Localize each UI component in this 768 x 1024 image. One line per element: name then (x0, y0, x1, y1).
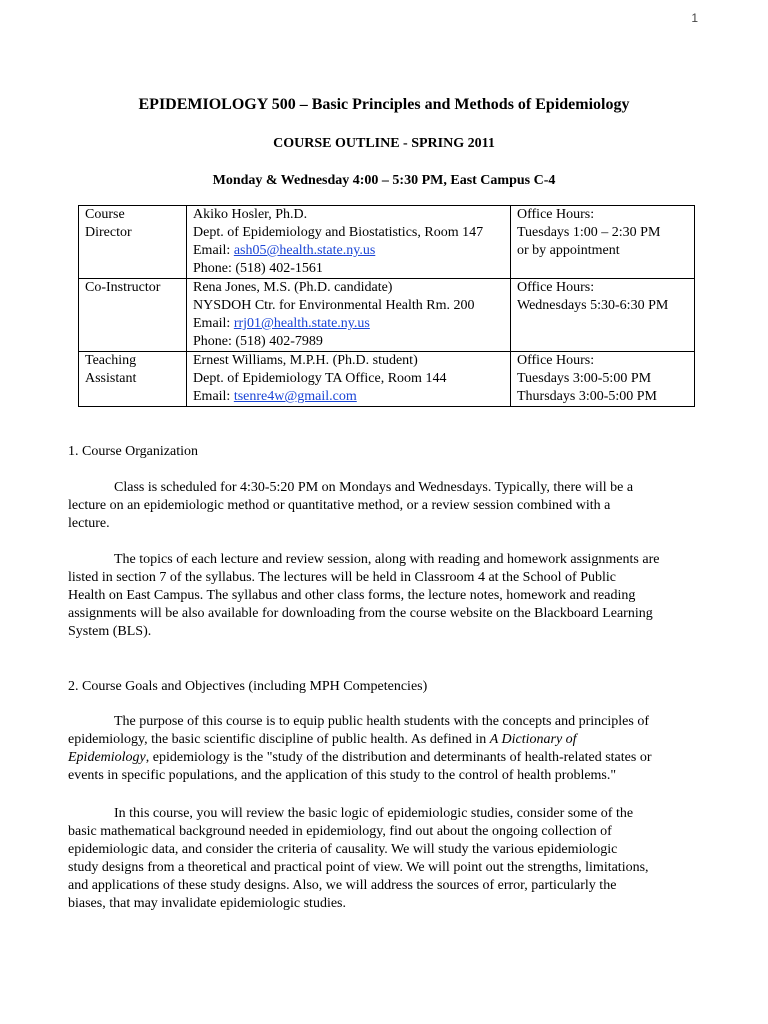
staff-dept: Dept. of Epidemiology TA Office, Room 144 (193, 371, 447, 386)
staff-role: Course Director (79, 206, 187, 279)
course-schedule: Monday & Wednesday 4:00 – 5:30 PM, East Campus C-4 (212, 173, 556, 188)
paragraph: Class is scheduled for 4:30-5:20 PM on Mondays and Wednesdays. Typically, there will be a lecture on an epidemiologic method or quantitative method, or a review session combined with a lecture. (68, 480, 634, 531)
email-link[interactable]: rrj01@health.state.ny.us (233, 316, 370, 331)
office-hours: Office Hours: Tuesdays 1:00 – 2:30 PM or by appointment (511, 206, 695, 279)
paragraph: The purpose of this course is to equip public health students with the concepts and principles of epidemiology, the basic scientific discipline of public health. As defined in A Dictionary of Epidemiology, epidemiology is the "study of the distribution and determinants of health-related states or events in specific populations, and the application of this study to the control of health problems." (68, 714, 652, 783)
staff-dept: NYSDOH Ctr. for Environmental Health Rm. 200 (193, 298, 475, 313)
staff-info: Akiko Hosler, Ph.D. Dept. of Epidemiology and Biostatistics, Room 147 Email: ash05@health.state.ny.us Phone: (518) 402-1561 (187, 206, 511, 279)
staff-name: Akiko Hosler, Ph.D. (193, 207, 308, 222)
email-link[interactable]: ash05@health.state.ny.us (233, 243, 376, 258)
office-hours: Office Hours: Wednesdays 5:30-6:30 PM (511, 279, 695, 352)
staff-dept: Dept. of Epidemiology and Biostatistics, Room 147 (193, 225, 484, 240)
staff-role: Co-Instructor (79, 279, 187, 352)
section-heading: 2. Course Goals and Objectives (including MPH Competencies) (68, 679, 428, 694)
staff-info: Rena Jones, M.S. (Ph.D. candidate) NYSDOH Ctr. for Environmental Health Rm. 200 Email: rrj01@health.state.ny.us Phone: (518) 402-7989 (187, 279, 511, 352)
staff-name: Ernest Williams, M.P.H. (Ph.D. student) (193, 353, 418, 368)
book-title: A Dictionary of (489, 732, 577, 747)
book-title: Epidemiology (68, 750, 146, 765)
paragraph: The topics of each lecture and review session, along with reading and homework assignments are listed in section 7 of the syllabus. The lectures will be held in Classroom 4 at the School of Public Health on East Campus. The syllabus and other class forms, the lecture notes, homework and reading assignments will be also available for downloading from the course website on the Blackboard Learning System (BLS). (68, 552, 660, 639)
paragraph: In this course, you will review the basic logic of epidemiologic studies, consider some of the basic mathematical background needed in epidemiology, find out about the ongoing collection of epidemiologic data, and consider the criteria of causality. We will study the various epidemiologic study designs from a theoretical and practical point of view. We will point out the strengths, limitations, and applications of these study designs. Also, we will address the sources of error, particularly the biases, that may invalidate epidemiologic studies. (68, 806, 649, 911)
course-subtitle: COURSE OUTLINE - SPRING 2011 (273, 136, 495, 151)
staff-phone: Phone: (518) 402-7989 (193, 334, 323, 349)
table-row (79, 279, 695, 352)
table-row (79, 352, 695, 407)
page-number: 1 (691, 11, 698, 25)
email-link[interactable]: tsenre4w@gmail.com (233, 389, 357, 404)
staff-role: Teaching Assistant (79, 352, 187, 407)
staff-info: Ernest Williams, M.P.H. (Ph.D. student) Dept. of Epidemiology TA Office, Room 144 Email: tsenre4w@gmail.com (187, 352, 511, 407)
staff-name: Rena Jones, M.S. (Ph.D. candidate) (193, 280, 393, 295)
office-hours: Office Hours: Tuesdays 3:00-5:00 PM Thursdays 3:00-5:00 PM (511, 352, 695, 407)
course-title: EPIDEMIOLOGY 500 – Basic Principles and Methods of Epidemiology (138, 96, 630, 113)
table-row (79, 206, 695, 279)
section-heading: 1. Course Organization (68, 444, 198, 459)
staff-phone: Phone: (518) 402-1561 (193, 261, 323, 276)
staff-table (78, 205, 695, 407)
